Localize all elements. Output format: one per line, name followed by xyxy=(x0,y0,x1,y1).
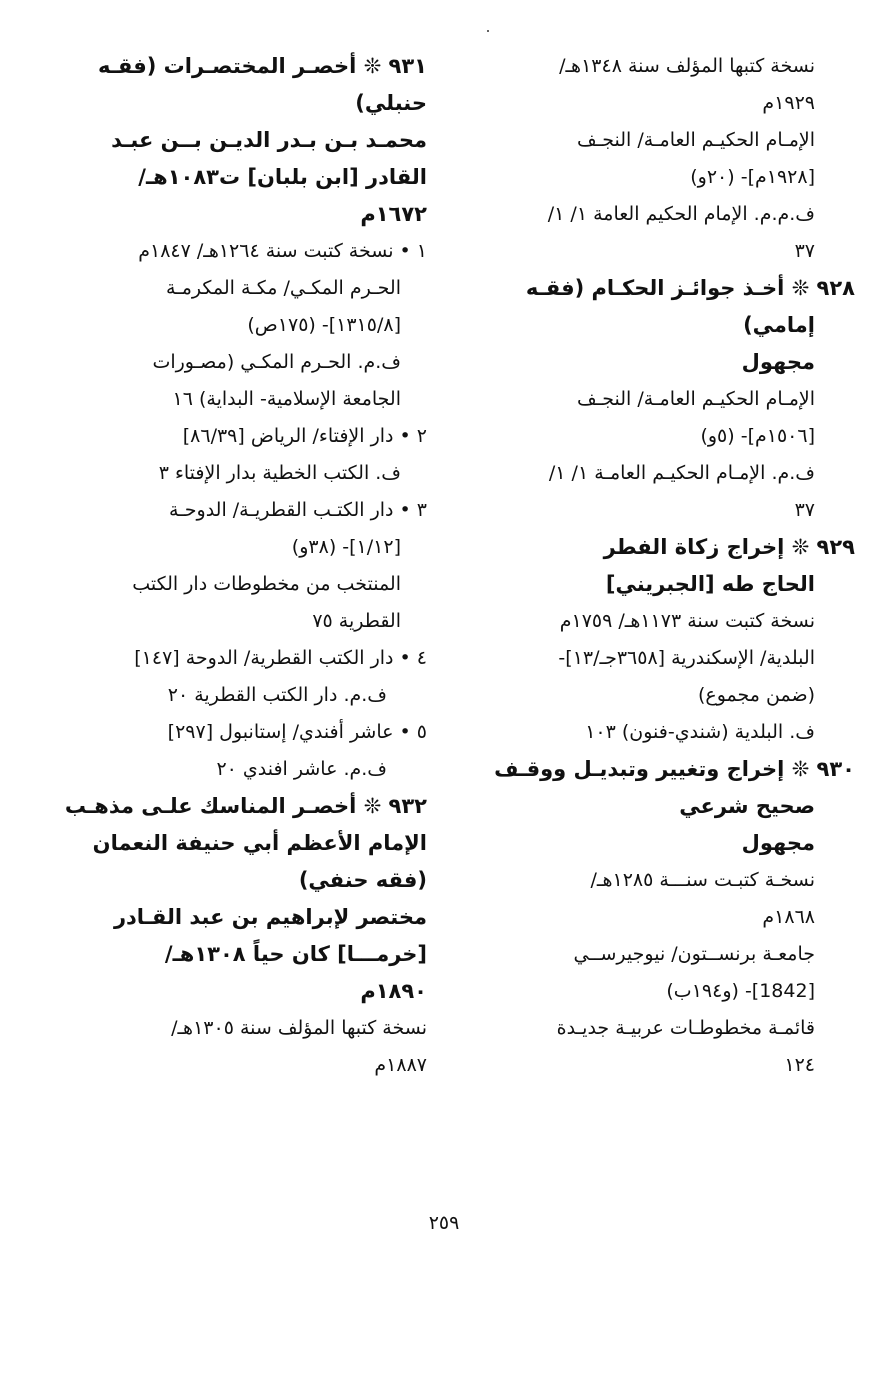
entry-heading-line: القادر [ابن بلبان] ت١٠٨٣هـ/ xyxy=(138,165,427,189)
entry-text-line: نسخة كتبت سنة ١١٧٣هـ/ ١٧٥٩م xyxy=(559,610,815,632)
entry-text-line: الحـرم المكـي/ مكـة المكرمـة xyxy=(166,277,401,299)
entry-text-line: ف. الكتب الخطية بدار الإفتاء ٣ xyxy=(158,462,401,484)
entry-text-line: ١٢٤ xyxy=(784,1054,815,1076)
entry-text-line: ١٨٦٨م xyxy=(762,906,815,928)
right-column xyxy=(470,48,855,1084)
entry-text-line: [١/١٢]- (٣٨و) xyxy=(291,536,401,558)
entry-text-line: ١٩٢٩م xyxy=(762,92,815,114)
left-column xyxy=(64,48,427,1084)
page-number: ٢٥٩ xyxy=(428,1212,460,1234)
entry-text-line: ٣٧ xyxy=(794,499,815,521)
entry-heading-line: الحاج طه [الجبريني] xyxy=(605,572,815,596)
entry-text-line: ف.م. عاشر افندي ٢٠ xyxy=(216,758,387,780)
entry-heading-line: مجهول xyxy=(741,831,815,855)
entry-text-line: ف.م. دار الكتب القطرية ٢٠ xyxy=(167,684,387,706)
entry-text-line: ٣٧ xyxy=(794,240,815,262)
entry-text-line: قائمـة مخطوطـات عربيـة جديـدة xyxy=(556,1017,815,1039)
entry-heading-line: ١٦٧٢م xyxy=(360,202,427,226)
entry-text-line: [١٥٠٦م]- (٥و) xyxy=(700,425,815,447)
entry-text-line: ٢ • دار الإفتاء/ الرياض [٨٦/٣٩] xyxy=(182,425,427,447)
entry-heading-line: ٩٢٩ ❊ إخراج زكاة الفطر xyxy=(603,535,855,559)
entry-text-line: البلدية/ الإسكندرية [٣٦٥٨جـ/١٣]- xyxy=(558,647,815,669)
entry-text-line: نسخـة كتبـت سنـــة ١٢٨٥هـ/ xyxy=(590,869,815,891)
entry-heading-line: الإمام الأعظم أبي حنيفة النعمان xyxy=(92,831,427,855)
entry-text-line: نسخة كتبها المؤلف سنة ١٣٠٥هـ/ xyxy=(171,1017,427,1039)
entry-text-line: (ضمن مجموع) xyxy=(697,684,815,706)
entry-heading-line: إمامي) xyxy=(743,313,815,337)
entry-heading-line: صحيح شرعي xyxy=(679,794,815,818)
entry-text-line: [1842]- (و١٩٤ب) xyxy=(666,980,815,1002)
entry-heading-line: ١٨٩٠م xyxy=(360,979,427,1003)
entry-heading-line: ٩٣٢ ❊ أخصـر المناسك علـى مذهـب xyxy=(64,794,427,818)
entry-heading-line: مختصر لإبراهيم بن عبد القـادر xyxy=(113,905,427,929)
entry-heading-line: (فقه حنفي) xyxy=(298,868,427,892)
entry-text-line: المنتخب من مخطوطات دار الكتب xyxy=(132,573,401,595)
entry-text-line: ف.م. الإمـام الحكيـم العامـة ١/ ١/ xyxy=(548,462,815,484)
entry-text-line: الجامعة الإسلامية- البداية) ١٦ xyxy=(172,388,401,410)
scan-speck xyxy=(487,30,489,32)
entry-text-line: [١٩٢٨م]- (٢٠و) xyxy=(690,166,815,188)
entry-heading-line: [خرمـــا] كان حياً ١٣٠٨هـ/ xyxy=(164,942,427,966)
entry-text-line: الإمـام الحكيـم العامـة/ النجـف xyxy=(577,129,815,151)
entry-text-line: ١ • نسخة كتبت سنة ١٢٦٤هـ/ ١٨٤٧م xyxy=(138,240,427,262)
entry-text-line: ٣ • دار الكتـب القطريـة/ الدوحـة xyxy=(169,499,427,521)
entry-text-line: [١٣١٥/٨]- (١٧٥ص) xyxy=(247,314,401,336)
entry-text-line: جامعـة برنســتون/ نيوجيرســي xyxy=(573,943,815,965)
entry-text-line: ف. البلدية (شندي-فنون) ١٠٣ xyxy=(585,721,815,743)
entry-text-line: ف.م.م. الإمام الحكيم العامة ١/ ١/ xyxy=(547,203,815,225)
entry-heading-line: حنبلي) xyxy=(355,91,427,115)
entry-heading-line: ٩٣١ ❊ أخصـر المختصـرات (فقـه xyxy=(97,54,427,78)
entry-text-line: ٥ • عاشر أفندي/ إستانبول [٢٩٧] xyxy=(167,721,427,743)
entry-text-line: نسخة كتبها المؤلف سنة ١٣٤٨هـ/ xyxy=(559,55,815,77)
entry-heading-line: ٩٢٨ ❊ أخـذ جوائـز الحكـام (فقـه xyxy=(525,276,855,300)
entry-heading-line: محمـد بـن بـدر الديـن بــن عبـد xyxy=(111,128,427,152)
entry-text-line: الإمـام الحكيـم العامـة/ النجـف xyxy=(577,388,815,410)
entry-heading-line: مجهول xyxy=(741,350,815,374)
entry-text-line: ف.م. الحـرم المكـي (مصـورات xyxy=(152,351,401,373)
entry-text-line: ٤ • دار الكتب القطرية/ الدوحة [١٤٧] xyxy=(134,647,427,669)
entry-text-line: القطرية ٧٥ xyxy=(312,610,401,632)
entry-heading-line: ٩٣٠ ❊ إخراج وتغيير وتبديـل ووقـف xyxy=(494,757,855,781)
entry-text-line: ١٨٨٧م xyxy=(374,1054,427,1076)
